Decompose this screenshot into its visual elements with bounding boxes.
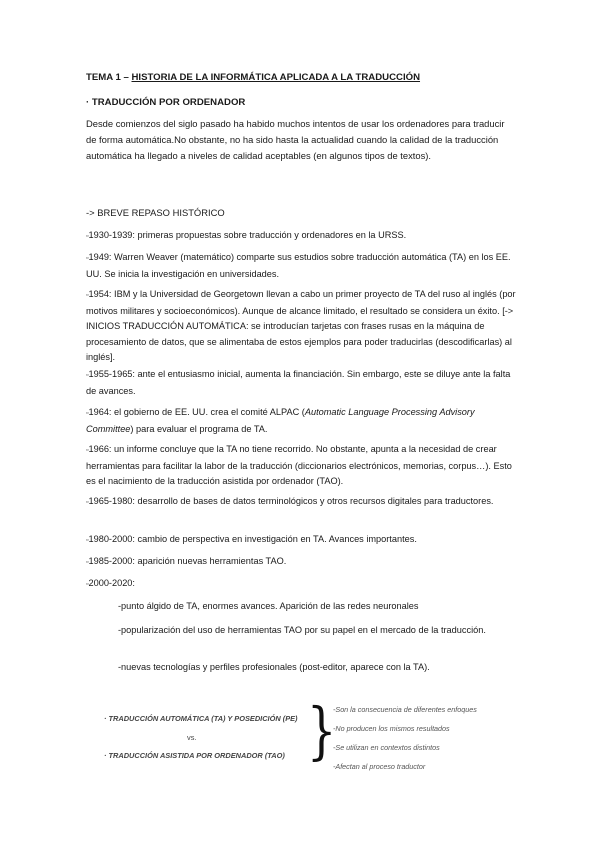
diagram-right-item-3: -Se utilizan en contextos distintos <box>333 743 440 752</box>
bullet-icon: ▫ <box>86 537 89 544</box>
timeline-entry-1965: ▫1965-1980: desarrollo de bases de datos terminológicos y otros recursos digitales para traductores. <box>86 496 494 506</box>
timeline-entry-1985: ▫1985-2000: aparición nuevas herramientas TAO. <box>86 556 287 566</box>
diagram-right-item-4: -Afectan al proceso traductor <box>333 762 426 771</box>
timeline-entry-1980: ▫1980-2000: cambio de perspectiva en investigación en TA. Avances importantes. <box>86 534 417 544</box>
timeline-entry-1955: ▫1955-1965: ante el entusiasmo inicial, aumenta la financiación. Sin embargo, este se diluye ante la falta de avances. <box>86 369 511 396</box>
bullet-icon: ▫ <box>86 255 89 262</box>
intro-paragraph: Desde comienzos del siglo pasado ha habido muchos intentos de usar los ordenadores para traducir de forma automática.No obstante, no ha sido hasta la actualidad cuando la calidad de la traducción automática ha llegado a niveles de calidad aceptables (en algunos tipos de textos). <box>86 118 505 161</box>
bullet-icon: ▫ <box>86 372 89 379</box>
bullet-icon: ▫ <box>86 233 89 240</box>
timeline-entry-1966: ▫1966: un informe concluye que la TA no tiene recorrido. No obstante, apunta a la necesidad de crear herramientas para facilitar la labor de la traducción (diccionarios electrónicos, memorias, corpus…). Esto es el nacimiento de la traducción asistida por ordenador (TAO). <box>86 444 512 486</box>
sub-entry-1: -punto álgido de TA, enormes avances. Aparición de las redes neuronales <box>118 601 419 611</box>
document-title <box>86 72 420 83</box>
diagram-left-ta: · TRADUCCIÓN AUTOMÁTICA (TA) Y POSEDICIÓN (PE) <box>104 714 298 723</box>
title-underlined: HISTORIA DE LA INFORMÁTICA APLICADA A LA TRADUCCIÓN <box>131 72 421 83</box>
section-heading: · TRADUCCIÓN POR ORDENADOR <box>86 97 246 108</box>
timeline-entry-1954: ▫1954: IBM y la Universidad de Georgetown llevan a cabo un primer proyecto de TA del ruso al inglés (por motivos militares y socioeconómicos). Aunque de alcance limitado, el resultado se considera un éxito. [-> INICIOS TRADUCCIÓN AUTOMÁTICA: se introducían tarjetas con frases rusas en la máquina de procesamiento de datos, que se alimentaba de estos ejemplos para poder traducirlas (descodificarlas) al inglés]. <box>86 289 516 362</box>
repaso-heading: -> BREVE REPASO HISTÓRICO <box>86 207 225 218</box>
curly-brace-icon: } <box>306 694 337 767</box>
bullet-icon: ▫ <box>86 559 89 566</box>
bullet-icon: ▫ <box>86 292 89 299</box>
timeline-entry-2000: ▫2000-2020: <box>86 578 135 588</box>
sub-entry-2: -popularización del uso de herramientas TAO por su papel en el mercado de la traducción. <box>118 625 486 635</box>
sub-entry-3: -nuevas tecnologías y perfiles profesionales (post-editor, aparece con la TA). <box>118 662 430 672</box>
diagram-right-item-1: -Son la consecuencia de diferentes enfoques <box>333 705 477 714</box>
diagram-vs: vs. <box>187 733 197 742</box>
timeline-entry-1930: ▫1930-1939: primeras propuestas sobre traducción y ordenadores en la URSS. <box>86 230 407 240</box>
diagram-left-tao: · TRADUCCIÓN ASISTIDA POR ORDENADOR (TAO) <box>104 751 285 760</box>
bullet-icon: ▫ <box>86 581 89 588</box>
timeline-entry-1964: ▫1964: el gobierno de EE. UU. crea el comité ALPAC (Automatic Language Processing Advisory Committee) para evaluar el programa de TA. <box>86 407 475 434</box>
bullet-icon: ▫ <box>86 499 89 506</box>
bullet-icon: ▫ <box>86 410 89 417</box>
bullet-icon: ▫ <box>86 447 89 454</box>
timeline-entry-1949: ▫1949: Warren Weaver (matemático) comparte sus estudios sobre traducción automática (TA) en los EE. UU. Se inicia la investigación en universidades. <box>86 252 511 279</box>
diagram-right-item-2: -No producen los mismos resultados <box>333 724 450 733</box>
title-prefix: TEMA 1 – <box>86 72 132 83</box>
